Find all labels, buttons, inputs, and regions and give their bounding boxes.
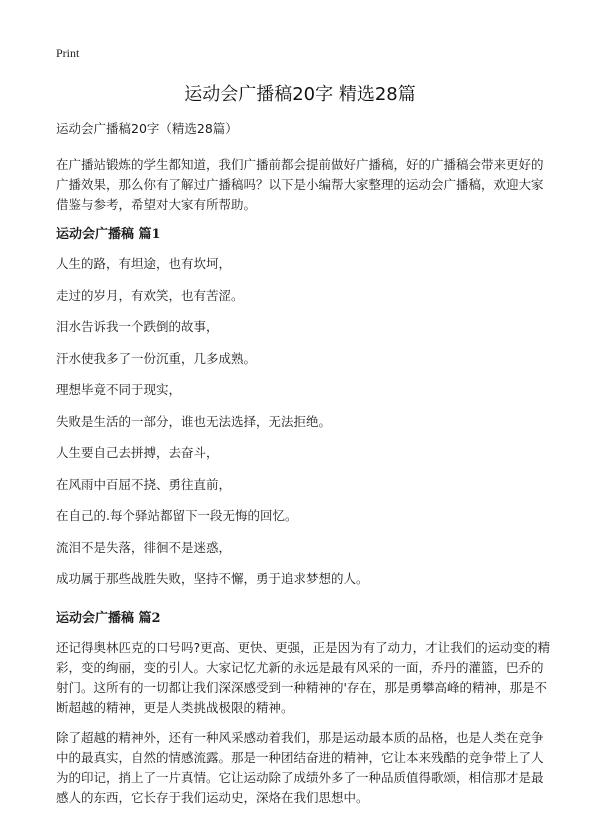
document-body [56,120,552,818]
body-paragraph: 还记得奥林匹克的口号吗?更高、更快、更强，正是因为有了动力，才让我们的运动变的精彩，变的绚丽，变的引人。大家记忆尤新的永远是最有风采的一面，乔丹的灌篮，巴乔的射门。这所有的一切都让我们深深感受到一种精神的'存在，那是勇攀高峰的精神，那是不断超越的精神，更是人类挑战极限的精神。 [56,639,551,715]
section-title: 运动会广播稿 篇2 [56,610,161,626]
print-link[interactable]: Print [56,46,80,60]
poem-line: 成功属于那些战胜失败，坚持不懈，勇于追求梦想的人。 [56,571,369,586]
document-subtitle: 运动会广播稿20字（精选28篇） [56,121,238,136]
section-1 [56,225,552,601]
section-title: 运动会广播稿 篇1 [56,227,161,242]
poem-line: 在风雨中百屈不挠、勇往直前， [56,476,232,492]
poem-line: 流泪不是失落，徘徊不是迷惑， [56,539,232,555]
poem-line: 汗水使我多了一份沉重，几多成熟。 [56,350,257,366]
poem-line: 泪水告诉我一个跌倒的故事， [56,319,219,334]
poem-line: 走过的岁月，有欢笑，也有苦涩。 [56,287,244,303]
poem-line: 人生要自己去拼搏，去奋斗， [56,445,219,460]
body-paragraph: 除了超越的精神外，还有一种风采感动着我们，那是运动最本质的品格，也是人类在竞争中的最真实，自然的情感流露。那是一种团结奋进的精神，它让本来残酷的竞争带上了人为的印记，捎上了一片真情。它让运动除了成绩外多了一种品质值得歌颂，相信那才是最感人的东西，它长存于我们运动史，深烙在我们思想中。 [56,729,544,805]
poem-line: 理想毕竟不同于现实， [56,382,182,397]
section-2 [56,609,552,808]
page-title: 运动会广播稿20字 精选28篇 [184,84,416,105]
poem-line: 在自己的.每个驿站都留下一段无悔的回忆。 [56,508,298,523]
poem-line: 人生的路，有坦途，也有坎坷， [56,256,232,271]
intro-paragraph: 在广播站锻炼的学生都知道，我们广播前都会提前做好广播稿，好的广播稿会带来更好的广播效果，那么你有了解过广播稿吗？以下是小编帮大家整理的运动会广播稿，欢迎大家借鉴与参考，希望对大家有所帮助。 [56,157,544,212]
poem-line: 失败是生活的一部分，谁也无法选择，无法拒绝。 [56,413,332,429]
